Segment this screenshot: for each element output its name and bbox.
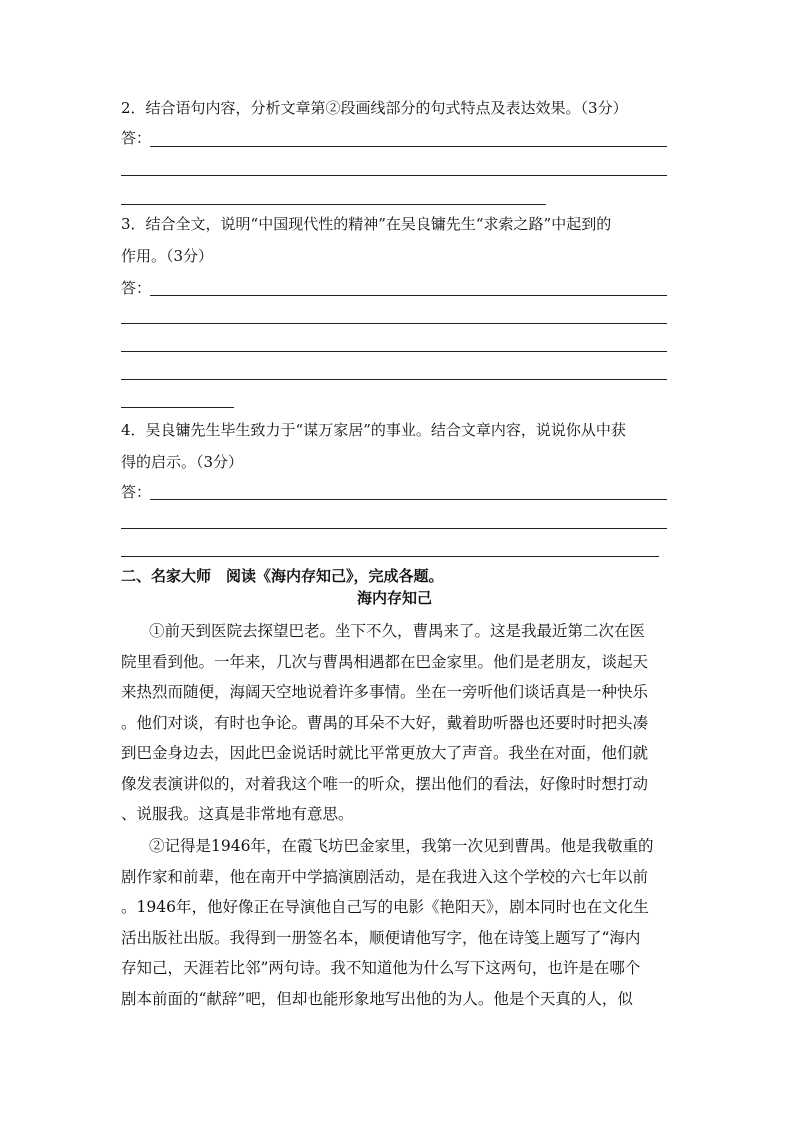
paragraph-line: ②记得是1946年，在霞飞坊巴金家里，我第一次见到曹禺。他是我敬重的	[149, 837, 654, 855]
answer-line[interactable]	[121, 175, 667, 176]
question-3-prompt-line1: 3．结合全文，说明“中国现代性的精神”在吴良镛先生“求索之路”中起到的	[121, 215, 612, 233]
paragraph-line: 存知己，天涯若比邻”两句诗。我不知道他为什么写下这两句，也许是在哪个	[121, 959, 641, 977]
article-paragraph-1	[121, 616, 671, 830]
question-3-answer-label: 答：	[121, 279, 152, 297]
answer-line[interactable]	[121, 528, 667, 529]
answer-line[interactable]	[121, 556, 659, 557]
paragraph-line: 像发表演讲似的，对着我这个唯一的听众，摆出他们的看法，好像时时想打动	[121, 774, 649, 793]
answer-line[interactable]	[121, 351, 667, 352]
question-4-answer-label: 答：	[121, 483, 152, 501]
question-2-answer-label: 答：	[121, 129, 152, 147]
question-4-prompt-line2: 得的启示。（3分）	[121, 453, 244, 471]
answer-line[interactable]	[121, 204, 546, 205]
article-paragraph-2	[121, 831, 671, 1014]
question-2-prompt: 2．结合语句内容，分析文章第②段画线部分的句式特点及表达效果。（3分）	[121, 99, 628, 117]
paragraph-line: 。他们对谈，有时也争论。曹禺的耳朵不大好，戴着助听器也还要时时把头凑	[121, 713, 649, 732]
paragraph-line: 。1946年，他好像正在导演他自己写的电影《艳阳天》，剧本同时也在文化生	[121, 898, 649, 916]
paragraph-line: 剧本前面的“献辞”吧，但却也能形象地写出他的为人。他是个天真的人，似	[121, 989, 633, 1008]
paragraph-line: 来热烈而随便，海阔天空地说着许多事情。坐在一旁听他们谈话真是一种快乐	[121, 683, 649, 701]
article-title: 海内存知己	[357, 589, 433, 607]
answer-line[interactable]	[121, 323, 667, 324]
paragraph-line: 、说服我。这真是非常地有意思。	[121, 805, 354, 823]
answer-line[interactable]	[150, 499, 667, 500]
paragraph-line: 到巴金身边去，因此巴金说话时就比平常更放大了声音。我坐在对面，他们就	[121, 744, 649, 762]
question-3-prompt-line2: 作用。（3分）	[121, 247, 214, 265]
question-4-prompt-line1: 4．吴良镛先生毕生致力于“谋万家居”的事业。结合文章内容，说说你从中获	[121, 421, 626, 439]
section-heading: 二、名家大师 阅读《海内存知己》，完成各题。	[121, 567, 444, 585]
paragraph-line: 活出版社出版。我得到一册签名本，顺便请他写字，他在诗笺上题写了“海内	[121, 928, 641, 947]
answer-line[interactable]	[121, 379, 667, 380]
answer-line[interactable]	[150, 295, 667, 296]
paragraph-line: 剧作家和前辈，他在南开中学搞演剧活动，是在我进入这个学校的六七年以前	[121, 867, 649, 886]
paragraph-line: 院里看到他。一年来，几次与曹禺相遇都在巴金家里。他们是老朋友，谈起天	[121, 652, 649, 671]
answer-line[interactable]	[150, 146, 667, 147]
paragraph-line: ①前天到医院去探望巴老。坐下不久，曹禺来了。这是我最近第二次在医	[149, 622, 646, 640]
answer-line[interactable]	[121, 407, 234, 408]
